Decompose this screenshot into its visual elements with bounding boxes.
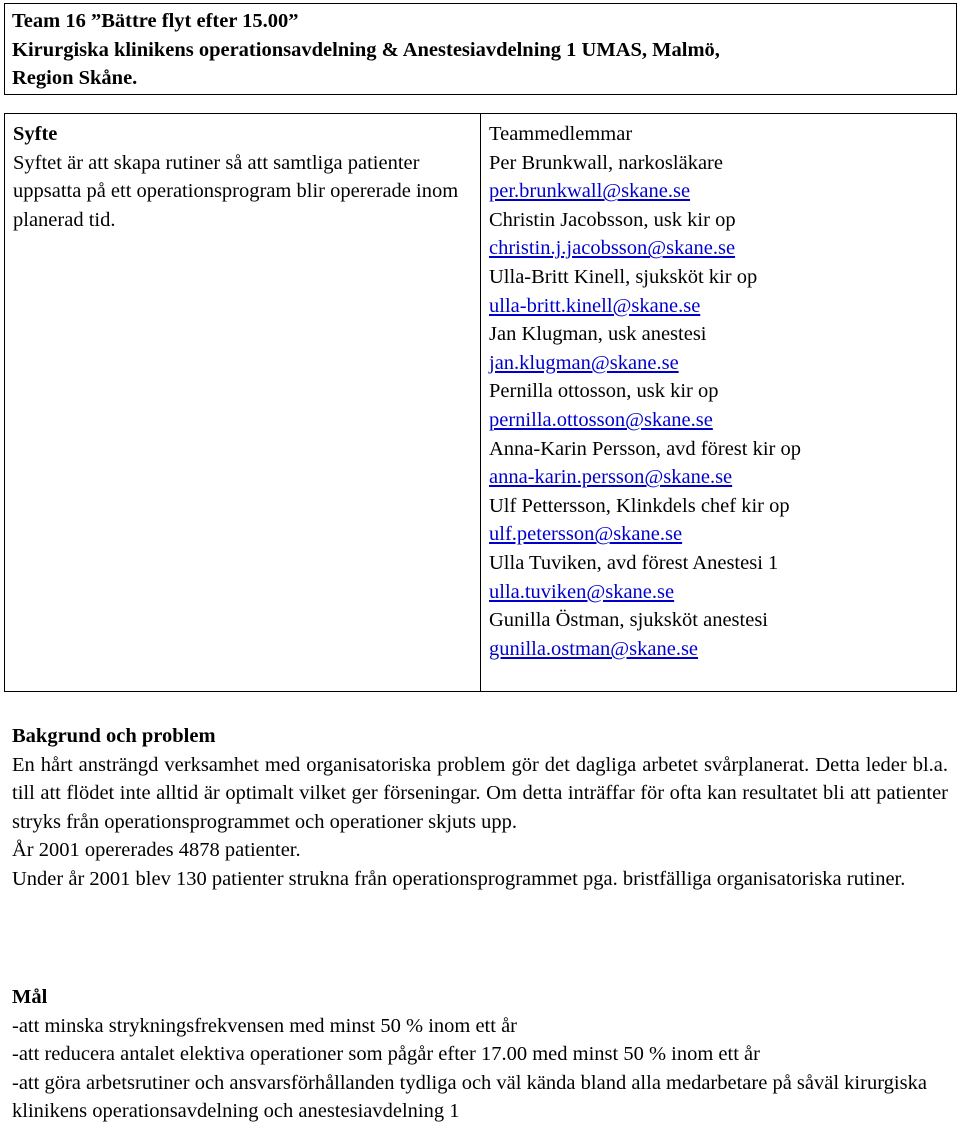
member-name: Ulla Tuviken, avd förest Anestesi 1 (489, 551, 779, 574)
title-box (4, 3, 957, 95)
goals-heading: Mål (12, 986, 48, 1008)
region-line: Region Skåne. (12, 67, 138, 90)
background-section (12, 722, 948, 894)
member-name: Gunilla Östman, sjuksköt anestesi (489, 609, 769, 632)
member-name: Anna-Karin Persson, avd förest kir op (489, 437, 801, 460)
background-heading: Bakgrund och problem (12, 725, 216, 747)
member-email-link[interactable]: ulf.petersson@skane.se (489, 523, 683, 546)
goal-item: -att göra arbetsrutiner och ansvarsförhållanden tydliga och väl kända bland alla medarbetare på såväl kirurgiska klinikens operationsavdelning och anestesiavdelning 1 (12, 1071, 927, 1123)
member-email-link[interactable]: per.brunkwall@skane.se (489, 180, 691, 203)
member-email-link[interactable]: christin.j.jacobsson@skane.se (489, 237, 736, 260)
goal-item: -att minska strykningsfrekvensen med minst 50 % inom ett år (12, 1014, 518, 1037)
team-title: Team 16 ”Bättre flyt efter 15.00” (12, 10, 299, 32)
member-name: Christin Jacobsson, usk kir op (489, 208, 736, 231)
background-paragraph: En hårt ansträngd verksamhet med organisatoriska problem gör det dagliga arbetet svårplanerat. Detta leder bl.a. till att flödet inte alltid är optimalt vilket ger förseningar. Om detta inträffar för ofta kan resultatet bli att patienter stryks från operationsprogrammet och operationer skjuts upp. (12, 753, 948, 833)
team-cell (481, 114, 956, 691)
background-paragraph: År 2001 opererades 4878 patienter. (12, 839, 301, 862)
purpose-text: Syftet är att skapa rutiner så att samtliga patienter uppsatta på ett operationsprogram blir opererade inom planerad tid. (13, 151, 459, 231)
department-line: Kirurgiska klinikens operationsavdelning & Anestesiavdelning 1 UMAS, Malmö, (12, 38, 720, 61)
goals-section (12, 983, 948, 1126)
member-email-link[interactable]: gunilla.ostman@skane.se (489, 637, 699, 660)
member-name: Per Brunkwall, narkosläkare (489, 151, 723, 174)
member-name: Jan Klugman, usk anestesi (489, 323, 707, 346)
member-list (489, 149, 948, 664)
goal-item: -att reducera antalet elektiva operationer som pågår efter 17.00 med minst 50 % inom ett år (12, 1043, 760, 1066)
member-email-link[interactable]: anna-karin.persson@skane.se (489, 466, 733, 489)
member-name: Ulla-Britt Kinell, sjuksköt kir op (489, 265, 758, 288)
purpose-cell (5, 114, 481, 691)
background-paragraph: Under år 2001 blev 130 patienter strukna från operationsprogrammet pga. bristfälliga organisatoriska rutiner. (12, 867, 906, 890)
member-email-link[interactable]: pernilla.ottosson@skane.se (489, 408, 713, 431)
member-email-link[interactable]: ulla-britt.kinell@skane.se (489, 294, 701, 317)
purpose-team-table (4, 113, 957, 692)
member-name: Ulf Pettersson, Klinkdels chef kir op (489, 494, 790, 517)
member-email-link[interactable]: ulla.tuviken@skane.se (489, 580, 675, 603)
member-name: Pernilla ottosson, usk kir op (489, 380, 719, 403)
purpose-heading: Syfte (13, 123, 58, 145)
team-heading: Teammedlemmar (489, 123, 633, 145)
member-email-link[interactable]: jan.klugman@skane.se (489, 351, 679, 374)
